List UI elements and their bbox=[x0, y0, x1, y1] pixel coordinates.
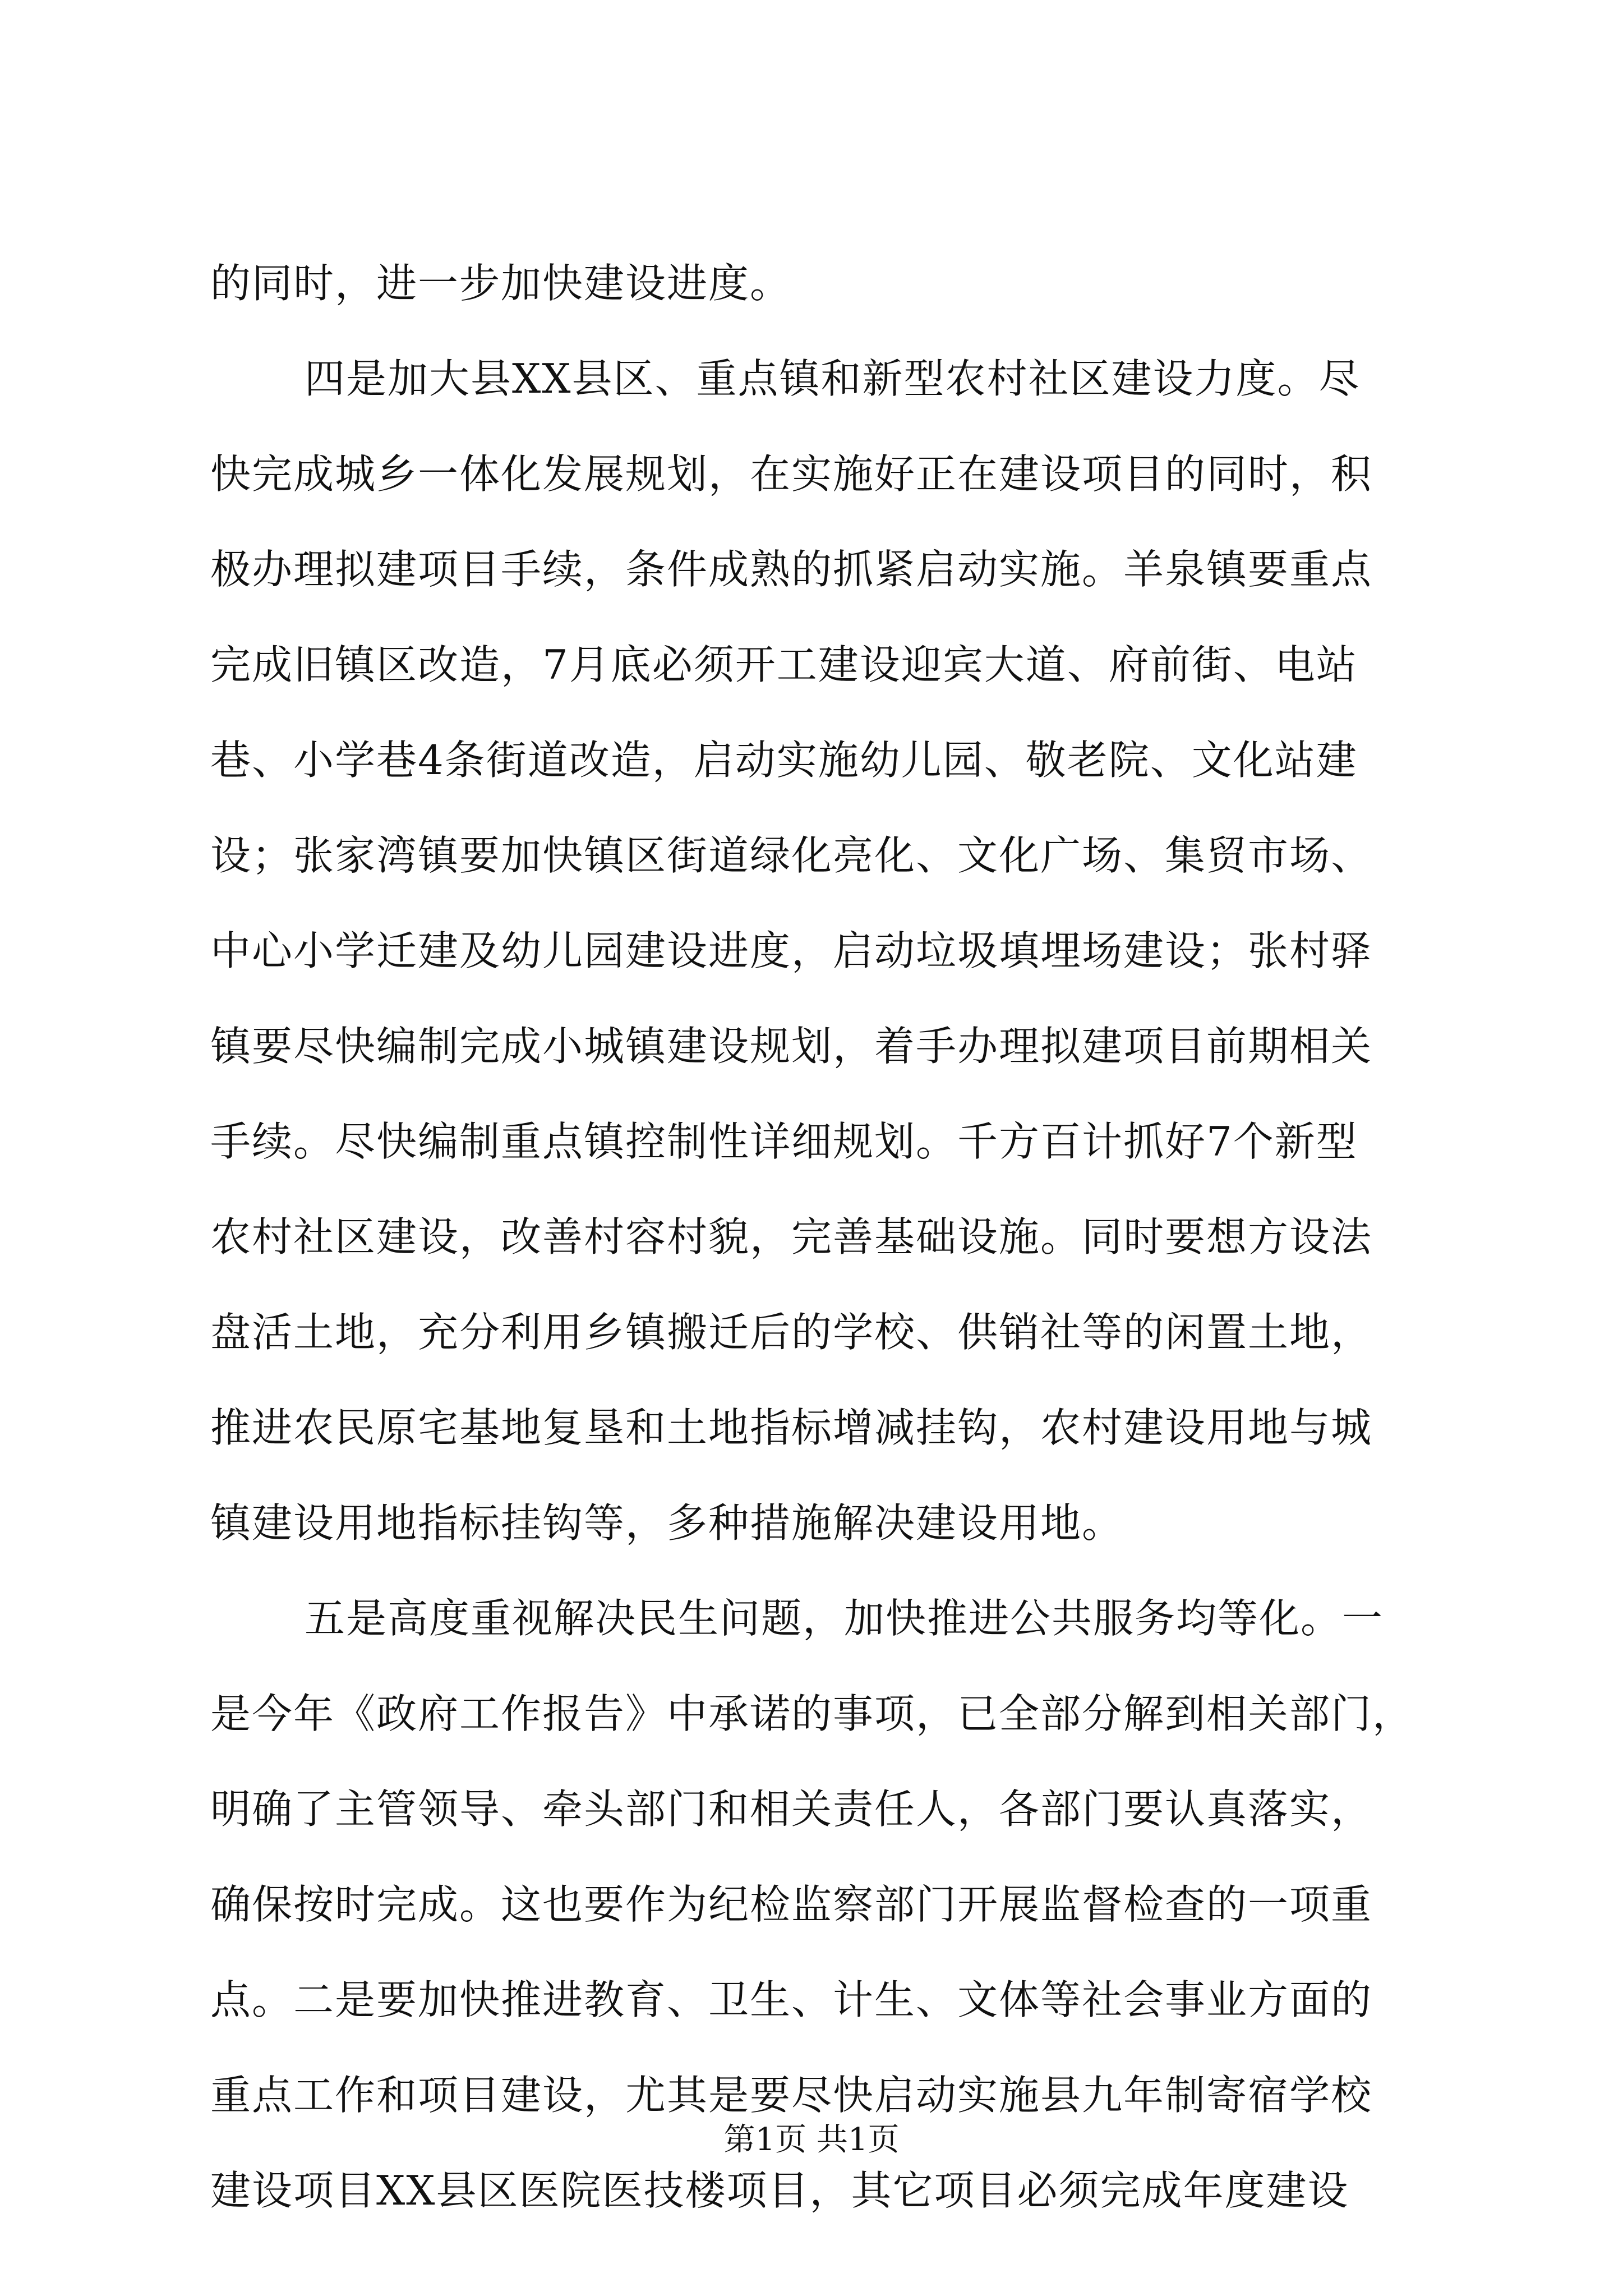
text-line: 推进农民原宅基地复垦和土地指标增减挂钩，农村建设用地与城 bbox=[210, 1404, 1373, 1451]
text-line: 盘活土地，充分利用乡镇搬迁后的学校、供销社等的闲置土地， bbox=[210, 1309, 1373, 1356]
text-line: 重点工作和项目建设，尤其是要尽快启动实施县九年制寄宿学校 bbox=[210, 2072, 1373, 2119]
text-line: 四是加大县XX县区、重点镇和新型农村社区建设力度。尽 bbox=[305, 355, 1361, 402]
page-footer: 第1页 共1页 bbox=[723, 2122, 900, 2158]
text-line: 确保按时完成。这也要作为纪检监察部门开展监督检查的一项重 bbox=[210, 1881, 1373, 1928]
text-line: 是今年《政府工作报告》中承诺的事项，已全部分解到相关部门， bbox=[210, 1690, 1414, 1737]
text-line: 的同时，进一步加快建设进度。 bbox=[210, 260, 792, 307]
text-line: 快完成城乡一体化发展规划，在实施好正在建设项目的同时，积 bbox=[210, 450, 1373, 498]
text-line: 中心小学迁建及幼儿园建设进度，启动垃圾填埋场建设；张村驿 bbox=[210, 927, 1373, 974]
text-line: 镇要尽快编制完成小城镇建设规划，着手办理拟建项目前期相关 bbox=[210, 1023, 1373, 1070]
text-line: 极办理拟建项目手续，条件成熟的抓紧启动实施。羊泉镇要重点 bbox=[210, 546, 1373, 593]
text-line: 巷、小学巷4条街道改造，启动实施幼儿园、敬老院、文化站建 bbox=[210, 737, 1358, 784]
text-line: 农村社区建设，改善村容村貌，完善基础设施。同时要想方设法 bbox=[210, 1213, 1373, 1260]
text-line: 建设项目XX县区医院医技楼项目，其它项目必须完成年度建设 bbox=[210, 2167, 1349, 2214]
text-line: 完成旧镇区改造，7月底必须开工建设迎宾大道、府前街、电站 bbox=[210, 641, 1358, 688]
text-line: 设；张家湾镇要加快镇区街道绿化亮化、文化广场、集贸市场、 bbox=[210, 832, 1373, 879]
text-line: 手续。尽快编制重点镇控制性详细规划。千方百计抓好7个新型 bbox=[210, 1118, 1358, 1165]
text-line: 明确了主管领导、牵头部门和相关责任人，各部门要认真落实， bbox=[210, 1786, 1373, 1833]
body-text bbox=[210, 236, 1422, 2238]
text-line: 点。二是要加快推进教育、卫生、计生、文体等社会事业方面的 bbox=[210, 1976, 1373, 2023]
text-line: 镇建设用地指标挂钩等，多种措施解决建设用地。 bbox=[210, 1499, 1124, 1547]
text-line: 五是高度重视解决民生问题，加快推进公共服务均等化。一 bbox=[305, 1595, 1384, 1642]
